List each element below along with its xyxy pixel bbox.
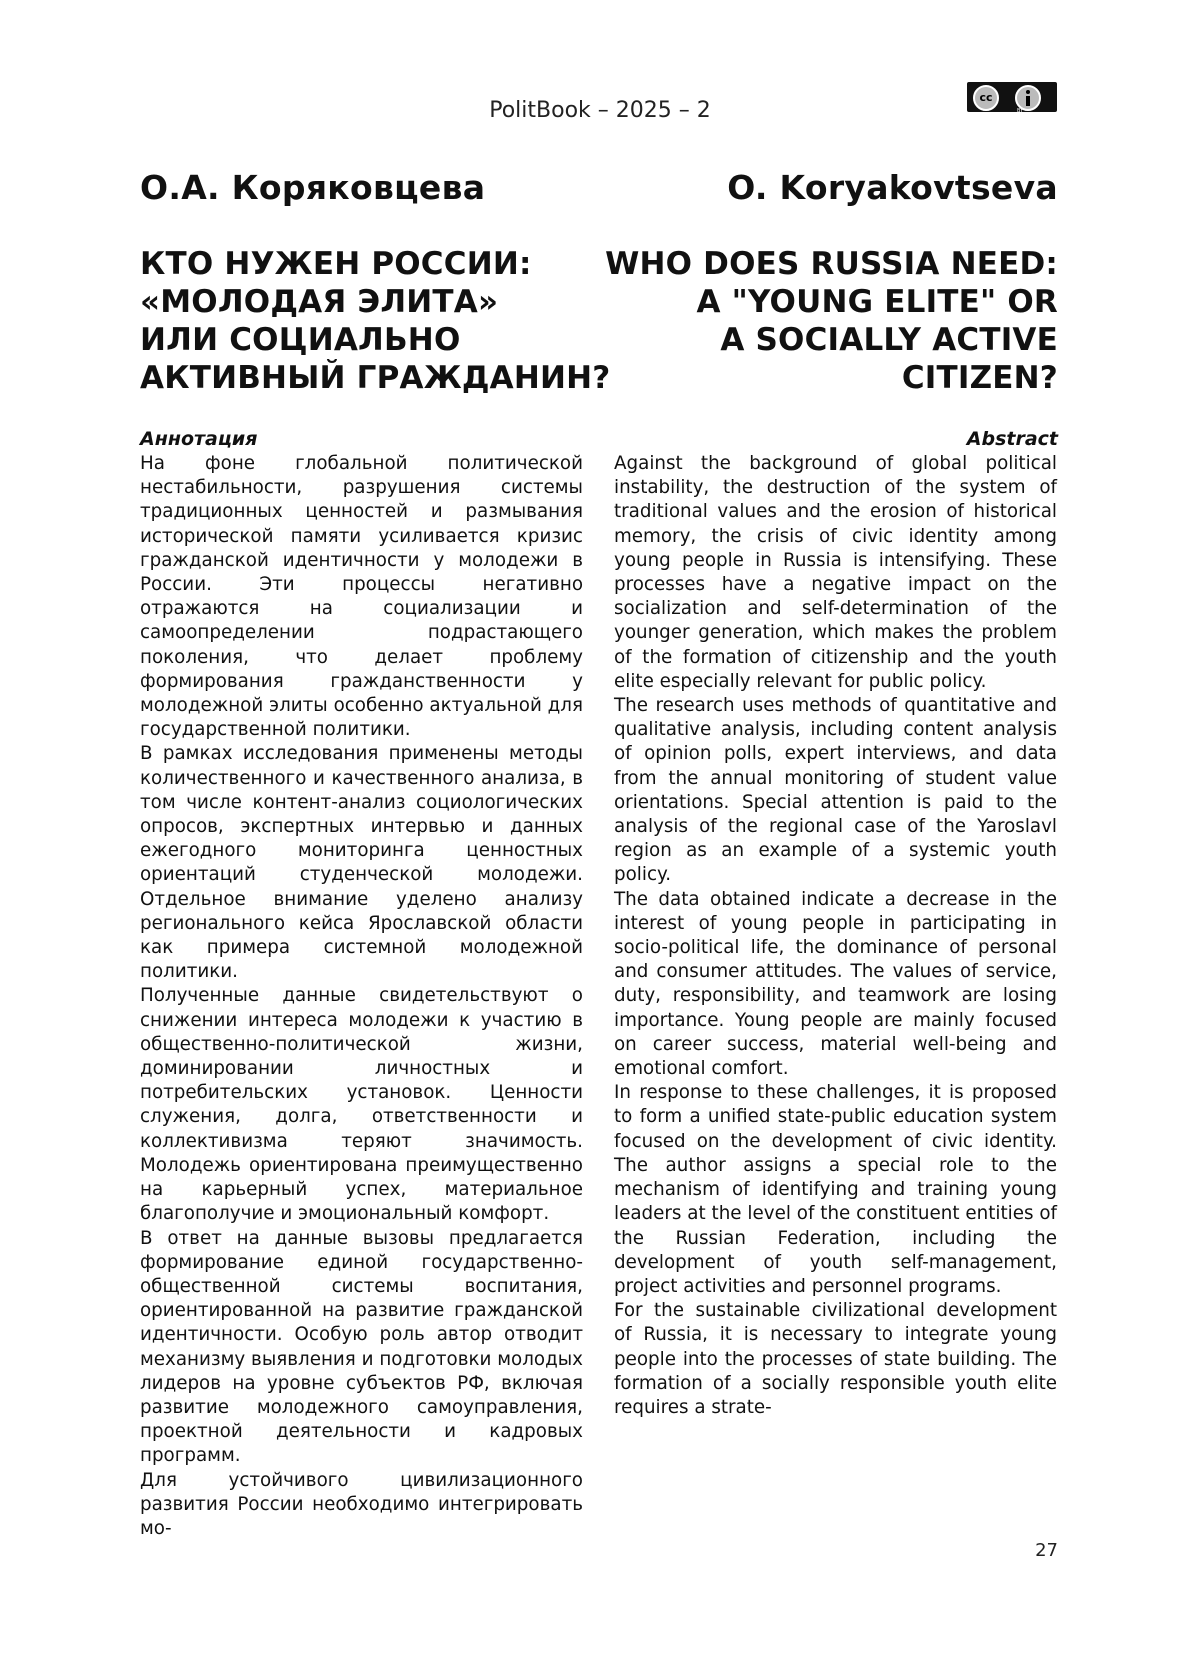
abstract-body-ru	[140, 452, 583, 1541]
title-line: A "YOUNG ELITE" OR	[696, 284, 1058, 320]
abstract-paragraph: In response to these challenges, it is proposed to form a unified state-public education system focused on the development of civic identity. The author assigns a special role to the mechanism of identifying and training young leaders at the level of the constituent entities of the Russian Federation, including the development of youth self-management, project activities and personnel programs.	[614, 1082, 1057, 1297]
title-line: WHO DOES RUSSIA NEED:	[605, 246, 1058, 282]
abstract-label-en: Abstract	[966, 428, 1058, 450]
cc-by-icon[interactable]	[967, 82, 1057, 112]
by-icon: BY	[1017, 108, 1024, 114]
abstract-paragraph: На фоне глобальной политической нестабильности, разрушения системы традиционных ценностей и размывания исторической памяти усиливается кризис гражданской идентичности у молодежи в России. Эти процессы негативно отражаются на социализации и самоопределении подрастающего поколения, что делает проблему формирования гражданственности у молодежной элиты особенно актуальной для государственной политики.	[140, 453, 583, 741]
title-line: АКТИВНЫЙ ГРАЖДАНИН?	[140, 360, 611, 396]
title-line: КТО НУЖЕН РОССИИ:	[140, 246, 532, 282]
article-title-ru	[140, 245, 610, 397]
author-name-en: O. Koryakovtseva	[727, 168, 1058, 207]
abstract-paragraph: The data obtained indicate a decrease in the interest of young people in participating in socio-political life, the dominance of personal and consumer attitudes. The values of service, duty, responsibility, and teamwork are losing importance. Young people are mainly focused on career success, material well-being and emotional comfort.	[614, 888, 1057, 1080]
journal-header: PolitBook – 2025 – 2	[489, 98, 711, 123]
abstract-paragraph: В рамках исследования применены методы количественного и качественного анализа, в том числе контент-анализ социологических опросов, экспертных интервью и данных ежегодного мониторинга ценностных ориентаций студенческой молодежи. Отдельное внимание уделено анализу регионального кейса Ярославской области как примера системной молодежной политики.	[140, 743, 583, 983]
abstract-paragraph: Полученные данные свидетельствуют о снижении интереса молодежи к участию в общественно-политической жизни, доминировании личностных и потребительских установок. Ценности служения, долга, ответственности и коллективизма теряют значимость. Молодежь ориентирована преимущественно на карьерный успех, материальное благополучие и эмоциональный комфорт.	[140, 985, 583, 1225]
abstract-paragraph: Для устойчивого цивилизационного развития России необходимо интегрировать мо-	[140, 1469, 583, 1539]
page-number: 27	[1035, 1540, 1058, 1561]
title-line: ИЛИ СОЦИАЛЬНО	[140, 322, 461, 358]
abstract-paragraph: For the sustainable civilizational development of Russia, it is necessary to integrate young people into the processes of state building. The formation of a socially responsible youth elite requires a strate-	[614, 1300, 1057, 1418]
abstract-paragraph: В ответ на данные вызовы предлагается формирование единой государственно-общественной системы воспитания, ориентированной на развитие гражданской идентичности. Особую роль автор отводит механизму выявления и подготовки молодых лидеров на уровне субъектов РФ, включая развитие молодежного самоуправления, проектной деятельности и кадровых программ.	[140, 1227, 583, 1467]
cc-icon: cc	[973, 85, 999, 111]
author-name-ru: О.А. Коряковцева	[140, 168, 486, 207]
title-line: A SOCIALLY ACTIVE	[720, 322, 1058, 358]
title-line: «МОЛОДАЯ ЭЛИТА»	[140, 284, 499, 320]
title-line: CITIZEN?	[901, 360, 1058, 396]
abstract-label-ru: Аннотация	[140, 428, 258, 450]
abstract-paragraph: The research uses methods of quantitative and qualitative analysis, including content analysis of opinion polls, expert interviews, and data from the annual monitoring of student value orientations. Special attention is paid to the analysis of the regional case of the Yaroslavl region as an example of a systemic youth policy.	[614, 695, 1057, 886]
abstract-paragraph: Against the background of global political instability, the destruction of the system of traditional values and the erosion of historical memory, the crisis of civic identity among young people in Russia is intensifying. These processes have a negative impact on the socialization and self-determination of the younger generation, which makes the problem of the formation of citizenship and the youth elite especially relevant for public policy.	[614, 453, 1057, 692]
abstract-body-en	[614, 452, 1057, 1420]
article-title-en	[588, 245, 1058, 397]
